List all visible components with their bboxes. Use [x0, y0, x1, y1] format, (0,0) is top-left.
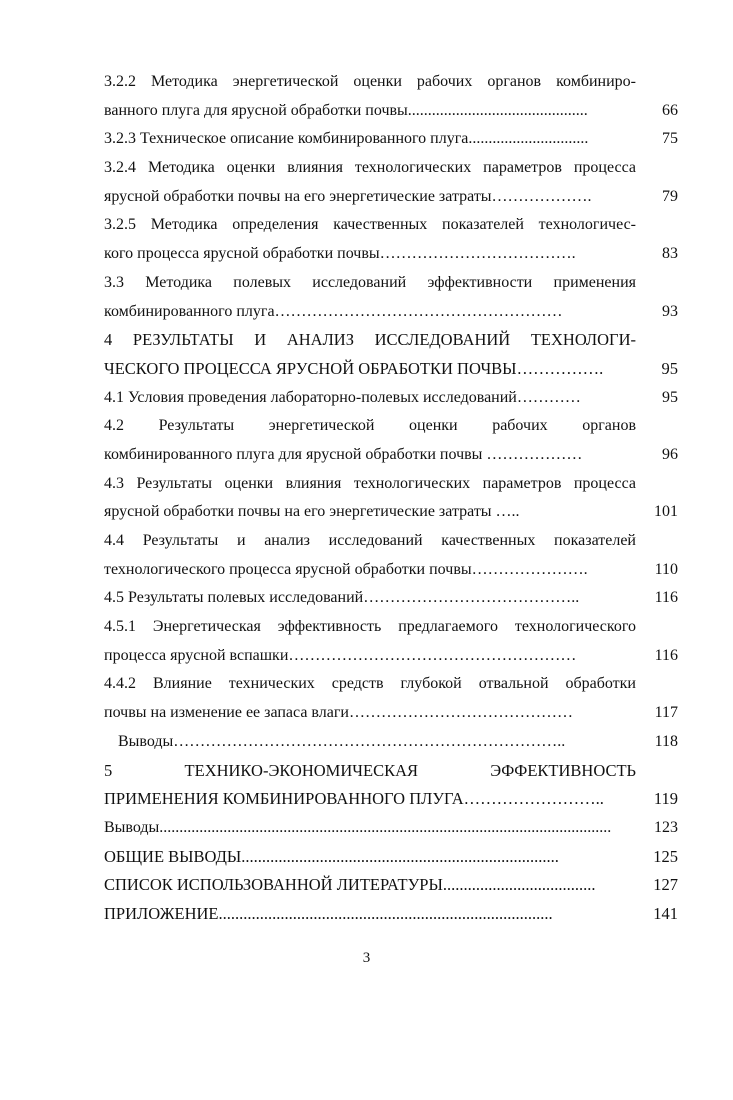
- toc-line: [104, 441, 690, 470]
- toc-line-page: 141: [653, 903, 678, 923]
- toc-line-text: ПРИЛОЖЕНИЕ.................................................................................: [104, 903, 553, 923]
- toc-line-text: 4.1 Условия проведения лабораторно-полевых исследований…………: [104, 388, 581, 406]
- toc-line-page: 96: [662, 445, 678, 463]
- toc-line-text: 4.4.2 Влияние технических средств глубокой отвальной обработки: [104, 675, 636, 693]
- toc-line: [104, 154, 690, 183]
- toc-line-text: комбинированного плуга………………………………………………: [104, 302, 563, 320]
- toc-line-page: 101: [654, 503, 678, 521]
- toc-line-page: 95: [661, 358, 678, 378]
- toc-line-text: ярусной обработки почвы на его энергетические затраты……………….: [104, 187, 592, 205]
- toc-line: [104, 470, 690, 499]
- toc-line: [104, 699, 690, 728]
- toc-line-text: почвы на изменение ее запаса влаги……………………………………: [104, 704, 573, 722]
- toc-line: [104, 97, 690, 126]
- toc-line: [104, 871, 690, 900]
- toc-line-text: 5 ТЕХНИКО-ЭКОНОМИЧЕСКАЯ ЭФФЕКТИВНОСТЬ: [104, 760, 636, 780]
- toc-line-page: 118: [654, 732, 678, 750]
- toc-line-text: ярусной обработки почвы на его энергетические затраты …..: [104, 503, 520, 521]
- toc-line: [104, 384, 690, 413]
- toc-line: [104, 68, 690, 97]
- toc-line-text: ОБЩИЕ ВЫВОДЫ.............................................................................: [104, 846, 559, 866]
- toc-line-page: 116: [654, 646, 678, 664]
- toc-line: [104, 728, 690, 757]
- toc-line: [104, 269, 690, 298]
- toc-line-page: 66: [662, 101, 678, 119]
- toc-line: [104, 642, 690, 671]
- toc-line-text: 4.5 Результаты полевых исследований…………………………………..: [104, 589, 580, 607]
- toc-line: [104, 326, 690, 355]
- toc-line: [104, 240, 690, 269]
- toc-line-page: 95: [662, 388, 678, 406]
- toc-line: [104, 584, 690, 613]
- toc-line: [104, 412, 690, 441]
- toc-line-text: технологического процесса ярусной обработки почвы………………….: [104, 560, 588, 578]
- toc-line: [104, 498, 690, 527]
- toc-line-page: 110: [654, 560, 678, 578]
- toc-line-text: 3.2.4 Методика оценки влияния технологических параметров процесса: [104, 159, 636, 177]
- toc-line-page: 117: [654, 704, 678, 722]
- toc-line-text: 4.4 Результаты и анализ исследований качественных показателей: [104, 532, 636, 549]
- toc-line-text: ПРИМЕНЕНИЯ КОМБИНИРОВАННОГО ПЛУГА……………………..: [104, 789, 604, 809]
- table-of-contents: [104, 68, 690, 929]
- toc-line-text: ванного плуга для ярусной обработки почвы.............................................: [104, 101, 588, 119]
- toc-line-text: 3.3 Методика полевых исследований эффективности применения: [104, 273, 636, 291]
- toc-line: [104, 757, 690, 786]
- toc-line: [104, 785, 690, 814]
- toc-line-page: 116: [654, 589, 678, 607]
- toc-line-page: 83: [662, 245, 678, 263]
- toc-line-page: 127: [653, 875, 678, 895]
- toc-line-page: 75: [662, 130, 678, 148]
- toc-line-text: Выводы………………………………………………………………..: [118, 732, 566, 750]
- toc-line-text: 4 РЕЗУЛЬТАТЫ И АНАЛИЗ ИССЛЕДОВАНИЙ ТЕХНОЛОГИ-: [104, 330, 636, 350]
- toc-line: [104, 125, 690, 154]
- toc-line: [104, 183, 690, 212]
- toc-line-text: ЧЕСКОГО ПРОЦЕССА ЯРУСНОЙ ОБРАБОТКИ ПОЧВЫ…………….: [104, 358, 604, 378]
- toc-line-text: 4.5.1 Энергетическая эффективность предлагаемого технологического: [104, 618, 636, 636]
- toc-line-page: 79: [662, 187, 678, 205]
- toc-line-page: 93: [662, 302, 678, 320]
- toc-line: [104, 814, 690, 843]
- toc-line: [104, 670, 690, 699]
- toc-line-text: кого процесса ярусной обработки почвы……………………………….: [104, 245, 576, 263]
- toc-line-text: Выводы.................................................................................................................: [104, 818, 612, 836]
- toc-line-text: процесса ярусной вспашки………………………………………………: [104, 646, 577, 664]
- toc-line: [104, 843, 690, 872]
- toc-line-page: 119: [653, 789, 678, 809]
- toc-line: [104, 556, 690, 585]
- toc-line: [104, 298, 690, 327]
- toc-line: [104, 211, 690, 240]
- toc-line: [104, 527, 690, 556]
- toc-line: [104, 900, 690, 929]
- toc-line-text: 4.3 Результаты оценки влияния технологических параметров процесса: [104, 474, 636, 492]
- toc-line-text: 3.2.5 Методика определения качественных показателей технологичес-: [104, 216, 636, 234]
- toc-line-page: 123: [654, 818, 678, 836]
- toc-line: [104, 613, 690, 642]
- toc-line-text: 4.2 Результаты энергетической оценки рабочих органов: [104, 417, 636, 435]
- toc-line: [104, 355, 690, 384]
- toc-line-text: комбинированного плуга для ярусной обработки почвы ………………: [104, 445, 583, 463]
- toc-line-page: 125: [653, 846, 678, 866]
- toc-line-text: СПИСОК ИСПОЛЬЗОВАННОЙ ЛИТЕРАТУРЫ.....................................: [104, 875, 596, 895]
- page-number: 3: [362, 950, 371, 966]
- toc-line-text: 3.2.2 Методика энергетической оценки рабочих органов комбиниро-: [104, 73, 636, 90]
- toc-line-text: 3.2.3 Техническое описание комбинированного плуга..............................: [104, 130, 589, 148]
